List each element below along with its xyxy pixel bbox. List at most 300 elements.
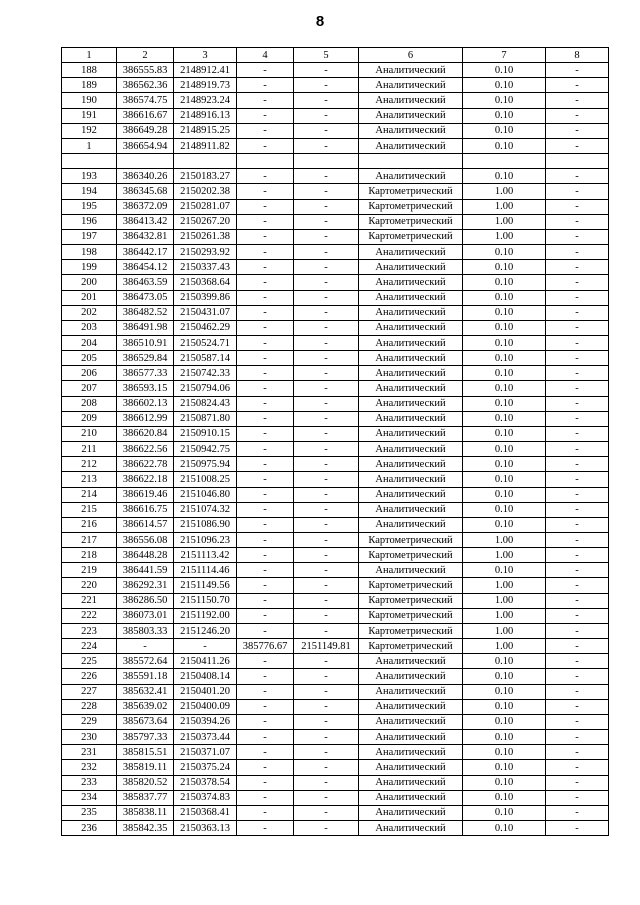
table-cell: Аналитический [359,745,463,760]
table-cell: - [294,684,359,699]
table-cell: Аналитический [359,714,463,729]
table-row [62,533,609,548]
table-cell: - [294,548,359,563]
table-cell: 210 [62,426,117,441]
table-cell: - [294,351,359,366]
table-cell: Аналитический [359,684,463,699]
table-cell: - [237,760,294,775]
table-cell: - [294,229,359,244]
table-cell: 197 [62,229,117,244]
table-cell: - [237,684,294,699]
table-cell: 220 [62,578,117,593]
table-cell: 386649.28 [117,123,174,138]
table-row [62,245,609,260]
table-cell: - [294,502,359,517]
table-row [62,487,609,502]
table-cell: 386616.67 [117,108,174,123]
table-row [62,305,609,320]
table-cell: 386473.05 [117,290,174,305]
table-cell: - [546,775,609,790]
table-cell: 2150378.54 [174,775,237,790]
table-cell: Картометрический [359,578,463,593]
table-cell: - [294,775,359,790]
table-cell: 2150337.43 [174,260,237,275]
table-row [62,669,609,684]
table-row [62,790,609,805]
table-cell: 385591.18 [117,669,174,684]
table-cell: - [294,669,359,684]
table-cell: - [237,669,294,684]
table-cell: - [546,669,609,684]
table-cell: - [546,351,609,366]
table-cell: - [237,214,294,229]
table-cell: - [294,517,359,532]
table-row [62,442,609,457]
table-cell: 386463.59 [117,275,174,290]
table-cell: - [237,790,294,805]
table-cell: 386622.18 [117,472,174,487]
table-cell: - [294,760,359,775]
table-body [62,63,609,836]
table-cell: - [237,351,294,366]
table-cell: - [294,169,359,184]
table-row [62,275,609,290]
table-cell: - [294,533,359,548]
table-cell: - [294,305,359,320]
table-cell: - [237,366,294,381]
table-cell: 206 [62,366,117,381]
table-cell: Аналитический [359,760,463,775]
table-cell: 0.10 [463,93,546,108]
table-row [62,730,609,745]
table-cell: - [237,442,294,457]
table-row [62,396,609,411]
table-cell: 0.10 [463,714,546,729]
table-cell: - [237,305,294,320]
table-cell: Аналитический [359,472,463,487]
table-cell: - [294,123,359,138]
table-cell: 2151074.32 [174,502,237,517]
table-cell: - [294,820,359,835]
table-cell: 2150375.24 [174,760,237,775]
table-cell: 2150261.38 [174,229,237,244]
table-cell: 2150202.38 [174,184,237,199]
table-cell: 0.10 [463,699,546,714]
table-cell: 2151114.46 [174,563,237,578]
table-cell: 2150374.83 [174,790,237,805]
table-cell: - [546,184,609,199]
table-cell: 230 [62,730,117,745]
table-cell: 2148911.82 [174,138,237,153]
table-cell: - [237,502,294,517]
table-cell: - [237,93,294,108]
table-cell: 0.10 [463,411,546,426]
table-cell: - [294,138,359,153]
table-cell: - [237,199,294,214]
table-cell: 229 [62,714,117,729]
table-cell: - [546,411,609,426]
table-cell: - [546,169,609,184]
table-row [62,411,609,426]
table-cell: 2150368.64 [174,275,237,290]
table-cell: 203 [62,320,117,335]
table-cell: 386614.57 [117,517,174,532]
table-cell: 386593.15 [117,381,174,396]
table-cell: - [546,760,609,775]
table-cell: 221 [62,593,117,608]
table-cell: 386555.83 [117,63,174,78]
table-cell: - [237,260,294,275]
table-cell: 207 [62,381,117,396]
table-cell: Аналитический [359,290,463,305]
table-cell: 2150942.75 [174,442,237,457]
table-cell: 385803.33 [117,623,174,638]
table-cell: - [237,487,294,502]
table-cell: Аналитический [359,108,463,123]
table-cell: Аналитический [359,381,463,396]
table-cell: - [294,63,359,78]
table-cell: 385820.52 [117,775,174,790]
table-cell: 386619.46 [117,487,174,502]
table-cell: 2151113.42 [174,548,237,563]
table-cell: 225 [62,654,117,669]
table-cell: - [294,457,359,472]
table-cell: 386292.31 [117,578,174,593]
table-cell: Аналитический [359,487,463,502]
table-cell: - [237,820,294,835]
table-cell: - [237,533,294,548]
table-cell: - [237,335,294,350]
column-header: 1 [62,48,117,63]
table-row [62,593,609,608]
table-cell: - [546,745,609,760]
table-row [62,457,609,472]
table-cell: 386448.28 [117,548,174,563]
table-cell: 2150183.27 [174,169,237,184]
table-row [62,548,609,563]
table-row [62,745,609,760]
table-cell: Аналитический [359,138,463,153]
coordinates-table [61,47,609,836]
table-cell: - [237,245,294,260]
table-cell: - [237,593,294,608]
table-cell: 2150411.26 [174,654,237,669]
table-cell: - [546,593,609,608]
table-row [62,138,609,153]
table-cell: 386491.98 [117,320,174,335]
table-cell: - [546,699,609,714]
table-cell: Картометрический [359,214,463,229]
table-cell: 2151096.23 [174,533,237,548]
table-cell: 0.10 [463,426,546,441]
table-cell: 0.10 [463,396,546,411]
table-cell: - [294,93,359,108]
table-cell: - [294,320,359,335]
table-cell: 191 [62,108,117,123]
table-cell: - [546,290,609,305]
table-cell: 385797.33 [117,730,174,745]
table-cell: - [546,714,609,729]
table-cell: 386622.78 [117,457,174,472]
table-cell: - [546,790,609,805]
table-cell: Картометрический [359,593,463,608]
table-cell: - [546,63,609,78]
table-cell: 2148923.24 [174,93,237,108]
table-cell [237,154,294,169]
table-cell: - [237,654,294,669]
table-cell: Картометрический [359,639,463,654]
table-cell: 2151086.90 [174,517,237,532]
table-cell: Аналитический [359,305,463,320]
table-cell: - [237,714,294,729]
table-cell: - [294,366,359,381]
table-cell: - [294,78,359,93]
table-cell: - [294,290,359,305]
table-cell: - [294,442,359,457]
table-cell: 386482.52 [117,305,174,320]
table-cell: 386340.26 [117,169,174,184]
table-cell: Аналитический [359,169,463,184]
table-cell: 385572.64 [117,654,174,669]
table-cell: - [237,745,294,760]
table-cell: Аналитический [359,93,463,108]
table-cell: - [237,184,294,199]
table-cell: 0.10 [463,366,546,381]
table-cell: - [237,169,294,184]
table-row [62,199,609,214]
table-cell: 195 [62,199,117,214]
table-cell: Аналитический [359,396,463,411]
table-cell: 0.10 [463,654,546,669]
table-cell: Аналитический [359,563,463,578]
table-cell: - [546,608,609,623]
table-cell: 386510.91 [117,335,174,350]
table-cell: Аналитический [359,517,463,532]
table-cell: 189 [62,78,117,93]
table-cell: 2150399.86 [174,290,237,305]
table-cell: 213 [62,472,117,487]
table-cell: 2151008.25 [174,472,237,487]
table-cell: - [546,502,609,517]
table-row [62,123,609,138]
table-cell: Аналитический [359,699,463,714]
table-cell: 218 [62,548,117,563]
table-cell: Аналитический [359,275,463,290]
column-header: 5 [294,48,359,63]
table-row [62,654,609,669]
table-cell: - [546,639,609,654]
table-row [62,472,609,487]
table-cell: 201 [62,290,117,305]
table-cell: 204 [62,335,117,350]
table-cell: 386454.12 [117,260,174,275]
table-cell: 227 [62,684,117,699]
table-cell: 2148912.41 [174,63,237,78]
table-cell: - [237,563,294,578]
table-row [62,229,609,244]
table-cell: 198 [62,245,117,260]
table-row [62,608,609,623]
table-cell: - [546,820,609,835]
table-cell: 386441.59 [117,563,174,578]
table-row [62,578,609,593]
table-cell: 386286.50 [117,593,174,608]
table-cell: 2148919.73 [174,78,237,93]
table-cell: Аналитический [359,654,463,669]
table-cell: 386577.33 [117,366,174,381]
table-cell: - [546,623,609,638]
table-cell: - [294,790,359,805]
table-cell: 0.10 [463,381,546,396]
table-cell: 0.10 [463,78,546,93]
table-cell: - [237,457,294,472]
table-cell: 1.00 [463,639,546,654]
table-cell: 2148915.25 [174,123,237,138]
table-cell: Аналитический [359,366,463,381]
column-header: 3 [174,48,237,63]
table-cell: 192 [62,123,117,138]
table-cell [359,154,463,169]
table-cell: 232 [62,760,117,775]
table-cell: - [546,487,609,502]
table-cell: Картометрический [359,548,463,563]
table-cell: - [294,184,359,199]
table-cell: - [237,320,294,335]
table-row [62,214,609,229]
table-row [62,320,609,335]
table-cell: 1.00 [463,199,546,214]
table-cell: 196 [62,214,117,229]
table-cell: 0.10 [463,63,546,78]
table-cell: 0.10 [463,108,546,123]
column-header: 2 [117,48,174,63]
table-cell: - [546,366,609,381]
table-cell: - [237,426,294,441]
table-cell: 2150431.07 [174,305,237,320]
table-cell: 0.10 [463,305,546,320]
table-cell: 0.10 [463,745,546,760]
table-cell: - [546,123,609,138]
table-cell: 2151046.80 [174,487,237,502]
table-cell: - [546,320,609,335]
table-row [62,684,609,699]
table-cell: - [546,260,609,275]
table-cell: Картометрический [359,623,463,638]
table-row [62,351,609,366]
table-cell: 2150910.15 [174,426,237,441]
table-cell: 0.10 [463,320,546,335]
table-cell: 0.10 [463,669,546,684]
table-cell: - [237,623,294,638]
table-cell: 0.10 [463,820,546,835]
table-cell: 2151192.00 [174,608,237,623]
table-cell: 386556.08 [117,533,174,548]
table-cell: 386622.56 [117,442,174,457]
table-cell: 0.10 [463,245,546,260]
table-cell: 193 [62,169,117,184]
table-cell: 2151246.20 [174,623,237,638]
table-cell: 386562.36 [117,78,174,93]
table-cell: 2150462.29 [174,320,237,335]
table-cell: 2150368.41 [174,805,237,820]
table-cell: 208 [62,396,117,411]
table-cell: 386574.75 [117,93,174,108]
table-cell: - [546,396,609,411]
table-row [62,714,609,729]
column-header: 6 [359,48,463,63]
table-cell: - [546,805,609,820]
table-cell: Картометрический [359,608,463,623]
table-cell: 386413.42 [117,214,174,229]
table-cell: - [546,472,609,487]
table-cell: - [546,533,609,548]
table-cell: - [546,93,609,108]
table-cell: 2151149.81 [294,639,359,654]
table-cell: - [546,563,609,578]
table-row [62,169,609,184]
table-cell: - [546,214,609,229]
table-cell: - [237,548,294,563]
table-cell: - [546,335,609,350]
table-row [62,623,609,638]
table-cell: 0.10 [463,275,546,290]
table-cell: Аналитический [359,457,463,472]
table-cell: 1.00 [463,608,546,623]
table-cell: 190 [62,93,117,108]
table-cell: 386442.17 [117,245,174,260]
table-cell: 1.00 [463,214,546,229]
table-row [62,760,609,775]
table-cell: - [546,381,609,396]
table-cell: 385815.51 [117,745,174,760]
table-cell: 2150281.07 [174,199,237,214]
table-cell: Аналитический [359,790,463,805]
table-cell: 2150587.14 [174,351,237,366]
table-cell: 0.10 [463,169,546,184]
table-cell: - [294,426,359,441]
table-cell: 2150371.07 [174,745,237,760]
table-cell: 386620.84 [117,426,174,441]
table-cell: 200 [62,275,117,290]
table-row [62,775,609,790]
table-cell: 1.00 [463,229,546,244]
table-cell [117,154,174,169]
table-cell: 0.10 [463,517,546,532]
table-cell: 0.10 [463,472,546,487]
table-cell: 386612.99 [117,411,174,426]
table-cell: Картометрический [359,184,463,199]
table-row [62,290,609,305]
table-cell: - [237,578,294,593]
table-cell: - [294,275,359,290]
table-cell: 222 [62,608,117,623]
table-cell [174,154,237,169]
table-cell: - [546,275,609,290]
table-cell: - [546,442,609,457]
table-cell: 0.10 [463,335,546,350]
table-cell: 223 [62,623,117,638]
table-row [62,699,609,714]
table-cell: 1.00 [463,184,546,199]
table-cell: 2148916.13 [174,108,237,123]
table-cell: 2150524.71 [174,335,237,350]
table-cell: - [294,730,359,745]
table-cell: - [237,123,294,138]
table-cell: - [546,578,609,593]
table-cell: 2150363.13 [174,820,237,835]
table-cell: - [294,245,359,260]
table-cell: 234 [62,790,117,805]
